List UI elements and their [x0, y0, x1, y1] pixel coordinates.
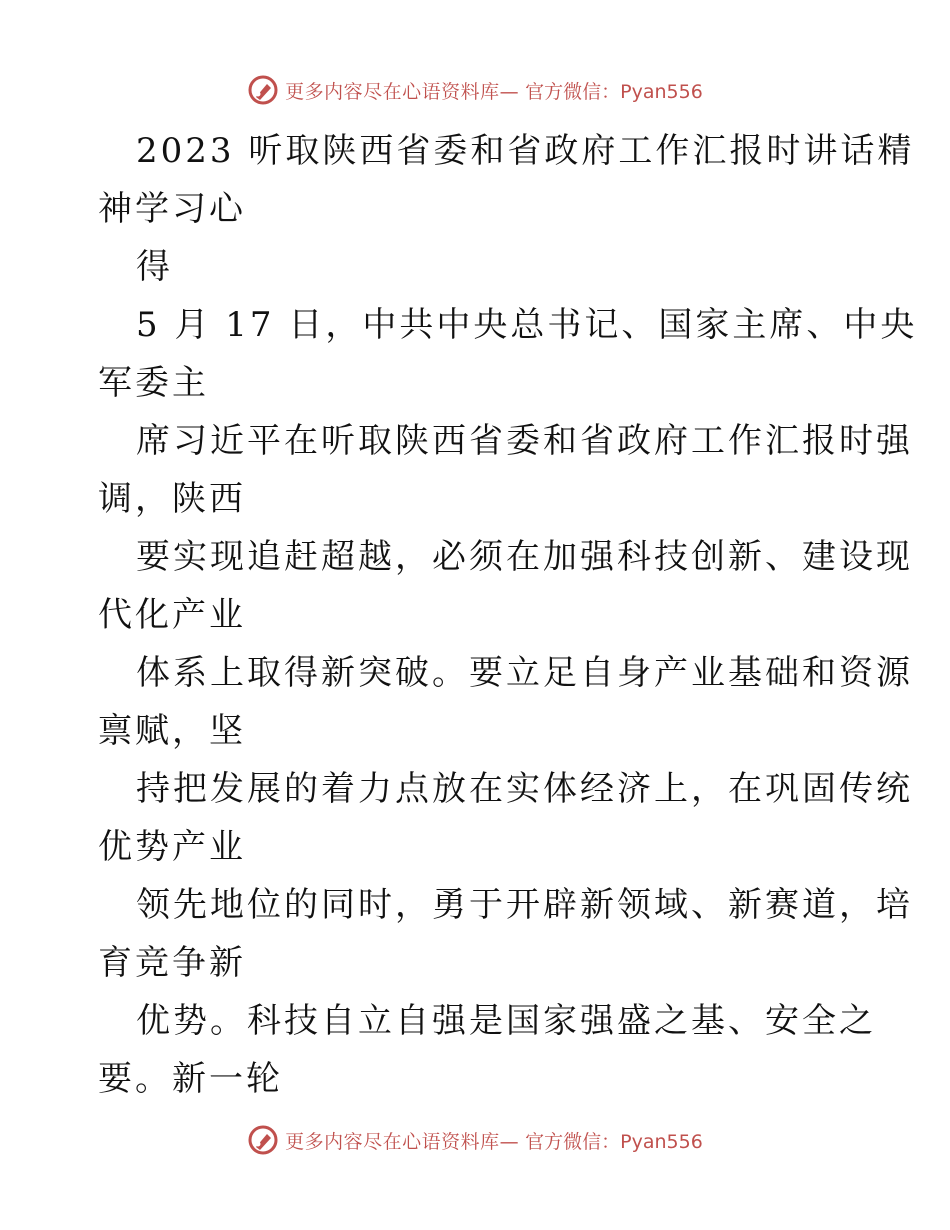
body-line: 2023 听取陕西省委和省政府工作汇报时讲话精: [136, 131, 915, 171]
body-line: 要实现追赶超越，必须在加强科技创新、建设现: [136, 537, 913, 577]
body-line: 领先地位的同时，勇于开辟新领域、新赛道，培: [136, 885, 913, 925]
body-line: 军委主: [98, 363, 209, 403]
header-watermark: [0, 70, 950, 110]
watermark-contact: 官方微信：Pyan556: [525, 1130, 703, 1153]
watermark-text: 更多内容尽在心语资料库—: [285, 1130, 520, 1153]
body-line: 席习近平在听取陕西省委和省政府工作汇报时强: [136, 421, 913, 461]
body-line: 要。新一轮: [98, 1059, 283, 1099]
body-line: 持把发展的着力点放在实体经济上，在巩固传统: [136, 769, 913, 809]
body-line: 优势产业: [98, 827, 246, 867]
body-line: 育竞争新: [98, 943, 246, 983]
document-body: [98, 122, 918, 1108]
pen-logo-icon: [247, 1124, 279, 1156]
body-line: 5 月 17 日，中共中央总书记、国家主席、中央: [136, 305, 918, 345]
watermark-contact: 官方微信：Pyan556: [525, 80, 703, 103]
body-line: 优势。科技自立自强是国家强盛之基、安全之: [136, 1001, 876, 1041]
body-line: 体系上取得新突破。要立足自身产业基础和资源: [136, 653, 913, 693]
body-line: 禀赋，坚: [98, 711, 246, 751]
body-line: 得: [136, 247, 173, 287]
body-line: 代化产业: [98, 595, 246, 635]
watermark-text: 更多内容尽在心语资料库—: [285, 80, 520, 103]
body-line: 调，陕西: [98, 479, 246, 519]
pen-logo-icon: [247, 74, 279, 106]
footer-watermark: [0, 1120, 950, 1160]
body-line: 神学习心: [98, 189, 246, 229]
